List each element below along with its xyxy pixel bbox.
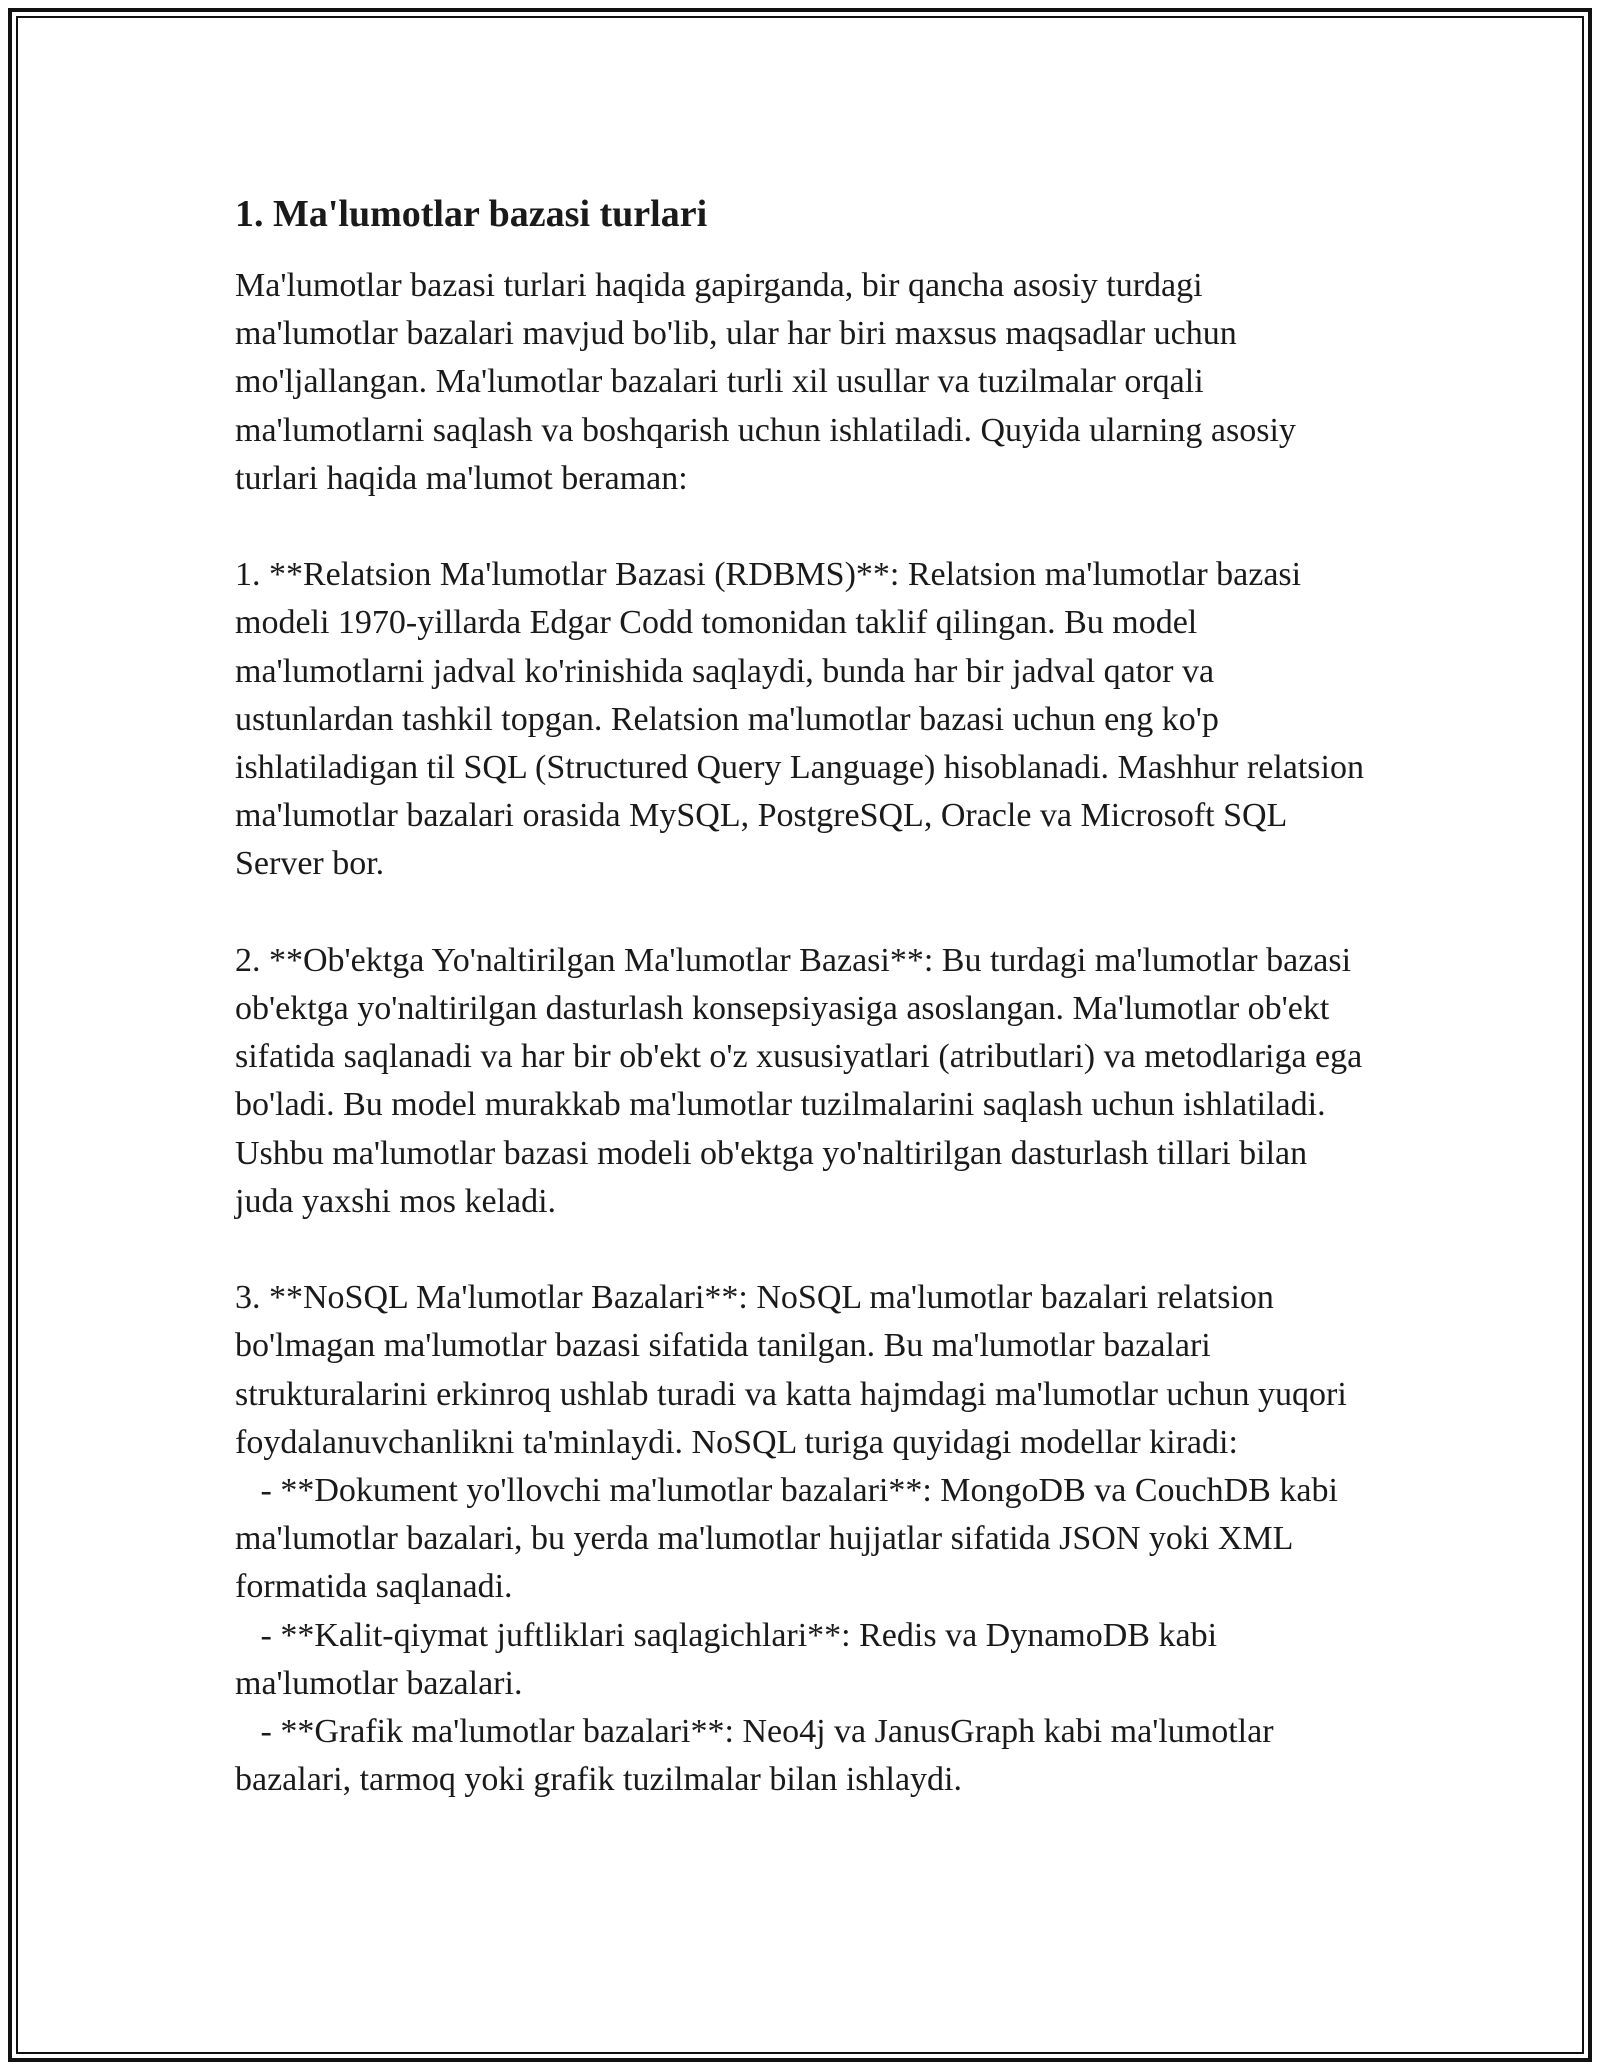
section-nosql: 3. **NoSQL Ma'lumotlar Bazalari**: NoSQL ma'lumotlar bazalari relatsion bo'lmagan ma'lumotlar bazasi sifatida tanilgan. Bu ma'lumotlar bazalari strukturalarini erkinroq ushlab turadi va katta hajmdagi ma'lumotlar uchun yuqori foydalanuvchanlikni ta'minlaydi. NoSQL turiga quyidagi modellar kiradi: - **Dokument yo'llovchi ma'lumotlar bazalari**: MongoDB va CouchDB kabi ma'lumotlar bazalari, bu yerda ma'lumotlar hujjatlar sifatida JSON yoki XML formatida saqlanadi. - **Kalit-qiymat juftliklari saqlagichlari**: Redis va DynamoDB kabi ma'lumotlar bazalari. - **Grafik ma'lumotlar bazalari**: Neo4j va JanusGraph kabi ma'lumotlar bazalari, tarmoq yoki grafik tuzilmalar bilan ishlaydi. xyxy=(235,1279,1347,1799)
intro-paragraph: Ma'lumotlar bazasi turlari haqida gapirganda, bir qancha asosiy turdagi ma'lumotlar bazalari mavjud bo'lib, ular har biri maxsus maqsadlar uchun mo'ljallangan. Ma'lumotlar bazalari turli xil usullar va tuzilmalar orqali ma'lumotlarni saqlash va boshqarish uchun ishlatiladi. Quyida ularning asosiy turlari haqida ma'lumot beraman: xyxy=(235,267,1305,497)
document-heading: 1. Ma'lumotlar bazasi turlari xyxy=(235,193,708,235)
section-relational: 1. **Relatsion Ma'lumotlar Bazasi (RDBMS)**: Relatsion ma'lumotlar bazasi modeli 1970-yillarda Edgar Codd tomonidan taklif qilingan. Bu model ma'lumotlarni jadval ko'rinishida saqlaydi, bunda har bir jadval qator va ustunlardan tashkil topgan. Relatsion ma'lumotlar bazasi uchun eng ko'p ishlatiladigan til SQL (Structured Query Language) hisoblanadi. Mashhur relatsion ma'lumotlar bazalari orasida MySQL, PostgreSQL, Oracle va Microsoft SQL Server bor. xyxy=(235,556,1373,883)
section-object-oriented: 2. **Ob'ektga Yo'naltirilgan Ma'lumotlar Bazasi**: Bu turdagi ma'lumotlar bazasi ob'ektga yo'naltirilgan dasturlash konsepsiyasiga asoslangan. Ma'lumotlar ob'ekt sifatida saqlanadi va har bir ob'ekt o'z xususiyatlari (atributlari) va metodlariga ega bo'ladi. Bu model murakkab ma'lumotlar tuzilmalarini saqlash uchun ishlatiladi. Ushbu ma'lumotlar bazasi modeli ob'ektga yo'naltirilgan dasturlash tillari bilan juda yaxshi mos keladi. xyxy=(235,941,1371,1220)
document-body xyxy=(235,188,1373,1804)
paragraph-spacer xyxy=(235,503,1370,551)
paragraph-spacer xyxy=(235,889,1370,937)
paragraph-spacer xyxy=(235,1226,1370,1274)
